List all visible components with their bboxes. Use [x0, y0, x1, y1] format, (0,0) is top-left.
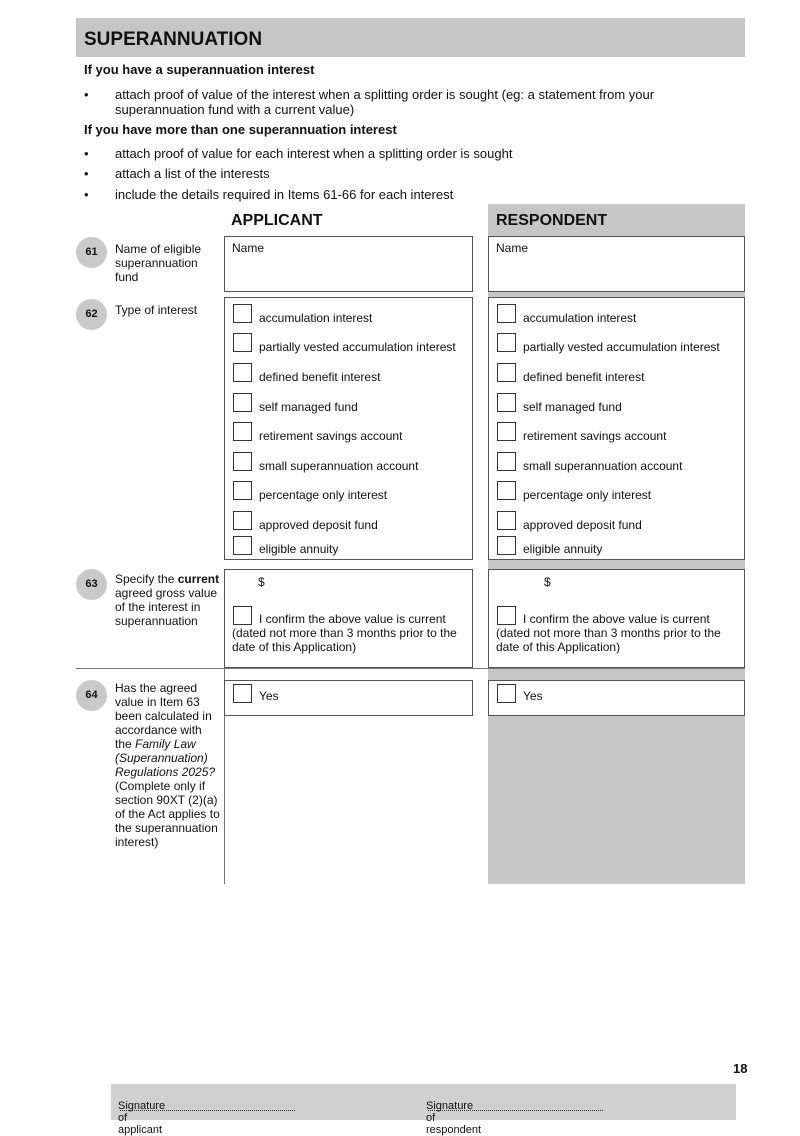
intro-subheading-1: If you have a superannuation interest [84, 62, 315, 77]
respondent-yes-box [488, 680, 745, 716]
intro-bullet [84, 166, 724, 182]
checkbox[interactable] [233, 511, 252, 530]
confirm-label: I confirm the above value is current [523, 612, 710, 626]
option-label: self managed fund [259, 400, 358, 414]
bullet-text: attach a list of the interests [115, 166, 270, 181]
applicant-value-input[interactable]: $ [258, 575, 265, 589]
yes-label: Yes [523, 689, 543, 703]
label-text: agreed gross value of the interest in superannuation [115, 586, 218, 628]
respondent-fund-name-field[interactable] [488, 236, 745, 292]
applicant-value-box [224, 569, 473, 668]
checkbox[interactable] [233, 481, 252, 500]
option-label: defined benefit interest [259, 370, 381, 384]
respondent-interest-type-box [488, 297, 745, 560]
checkbox[interactable] [497, 511, 516, 530]
row-divider [76, 668, 745, 669]
respondent-confirm-checkbox[interactable] [497, 606, 516, 625]
checkbox[interactable] [233, 333, 252, 352]
option-label: defined benefit interest [523, 370, 645, 384]
respondent-heading: RESPONDENT [496, 212, 608, 229]
option-label: accumulation interest [523, 311, 637, 325]
option-label: approved deposit fund [259, 518, 378, 532]
respondent-value-box [488, 569, 745, 668]
option-label: accumulation interest [259, 311, 373, 325]
option-label: approved deposit fund [523, 518, 642, 532]
label-italic: Family Law (Superannuation) Regulations 2025? [115, 737, 216, 779]
checkbox[interactable] [497, 422, 516, 441]
checkbox[interactable] [233, 536, 252, 555]
checkbox[interactable] [497, 452, 516, 471]
checkbox[interactable] [497, 304, 516, 323]
bullet-text: attach proof of value of the interest when a splitting order is sought (eg: a statement from your superannuation fund with a current value) [115, 87, 655, 117]
intro-bullet [84, 146, 724, 162]
bullet-text: include the details required in Items 61-66 for each interest [115, 187, 454, 202]
bullet-dot: • [84, 166, 89, 181]
checkbox[interactable] [233, 452, 252, 471]
intro-bullet [84, 87, 724, 117]
applicant-fund-name-field[interactable] [224, 236, 473, 292]
option-label: eligible annuity [523, 542, 603, 556]
signature-line [428, 1100, 603, 1111]
section-header [76, 18, 745, 57]
signature-label: Signature of respondent [426, 1100, 482, 1136]
option-label: percentage only interest [523, 488, 652, 502]
page-number: 18 [733, 1061, 748, 1076]
confirm-note: (dated not more than 3 months prior to the date of this Application) [496, 626, 721, 654]
checkbox[interactable] [233, 363, 252, 382]
respondent-yes-checkbox[interactable] [497, 684, 516, 703]
applicant-yes-box [224, 680, 473, 716]
option-label: partially vested accumulation interest [523, 340, 720, 354]
item-62-label: Type of interest [115, 303, 198, 317]
option-label: retirement savings account [523, 429, 667, 443]
bullet-dot: • [84, 87, 89, 102]
item-61-label: Name of eligible superannuation fund [115, 242, 202, 284]
field-label: Name [232, 241, 265, 255]
checkbox[interactable] [497, 536, 516, 555]
section-title: SUPERANNUATION [84, 29, 263, 50]
option-label: self managed fund [523, 400, 622, 414]
item-61-number: 61 [76, 237, 107, 268]
option-label: small superannuation account [523, 459, 683, 473]
yes-label: Yes [259, 689, 279, 703]
applicant-confirm-checkbox[interactable] [233, 606, 252, 625]
checkbox[interactable] [497, 393, 516, 412]
item-63-label [115, 572, 220, 628]
checkbox[interactable] [233, 393, 252, 412]
checkbox[interactable] [497, 363, 516, 382]
label-text: (Complete only if section 90XT (2)(a) of the Act applies to the superannuation interest) [115, 779, 220, 849]
applicant-interest-type-box [224, 297, 473, 560]
signature-label: Signature of applicant [118, 1100, 166, 1136]
bullet-dot: • [84, 187, 89, 202]
signature-line [120, 1100, 295, 1111]
option-label: partially vested accumulation interest [259, 340, 456, 354]
option-label: percentage only interest [259, 488, 388, 502]
checkbox[interactable] [497, 333, 516, 352]
option-label: small superannuation account [259, 459, 419, 473]
item-64-label [115, 681, 220, 849]
bullet-text: attach proof of value for each interest when a splitting order is sought [115, 146, 513, 161]
option-label: retirement savings account [259, 429, 403, 443]
label-emphasis: current [177, 572, 220, 586]
item-62-number: 62 [76, 299, 107, 330]
option-label: eligible annuity [259, 542, 339, 556]
respondent-value-input[interactable]: $ [544, 575, 551, 589]
signature-footer [111, 1084, 736, 1136]
checkbox[interactable] [233, 304, 252, 323]
item-64-number: 64 [76, 680, 107, 711]
intro-subheading-2: If you have more than one superannuation interest [84, 122, 397, 137]
confirm-note: (dated not more than 3 months prior to the date of this Application) [232, 626, 457, 654]
intro-bullet [84, 187, 724, 203]
field-label: Name [496, 241, 529, 255]
bullet-dot: • [84, 146, 89, 161]
checkbox[interactable] [497, 481, 516, 500]
label-text: Has the agreed value in Item 63 been calculated in accordance with the [115, 681, 212, 751]
item-63-number: 63 [76, 569, 107, 600]
checkbox[interactable] [233, 422, 252, 441]
label-text: Specify the [115, 572, 175, 586]
applicant-yes-checkbox[interactable] [233, 684, 252, 703]
confirm-label: I confirm the above value is current [259, 612, 446, 626]
applicant-heading: APPLICANT [231, 212, 323, 229]
